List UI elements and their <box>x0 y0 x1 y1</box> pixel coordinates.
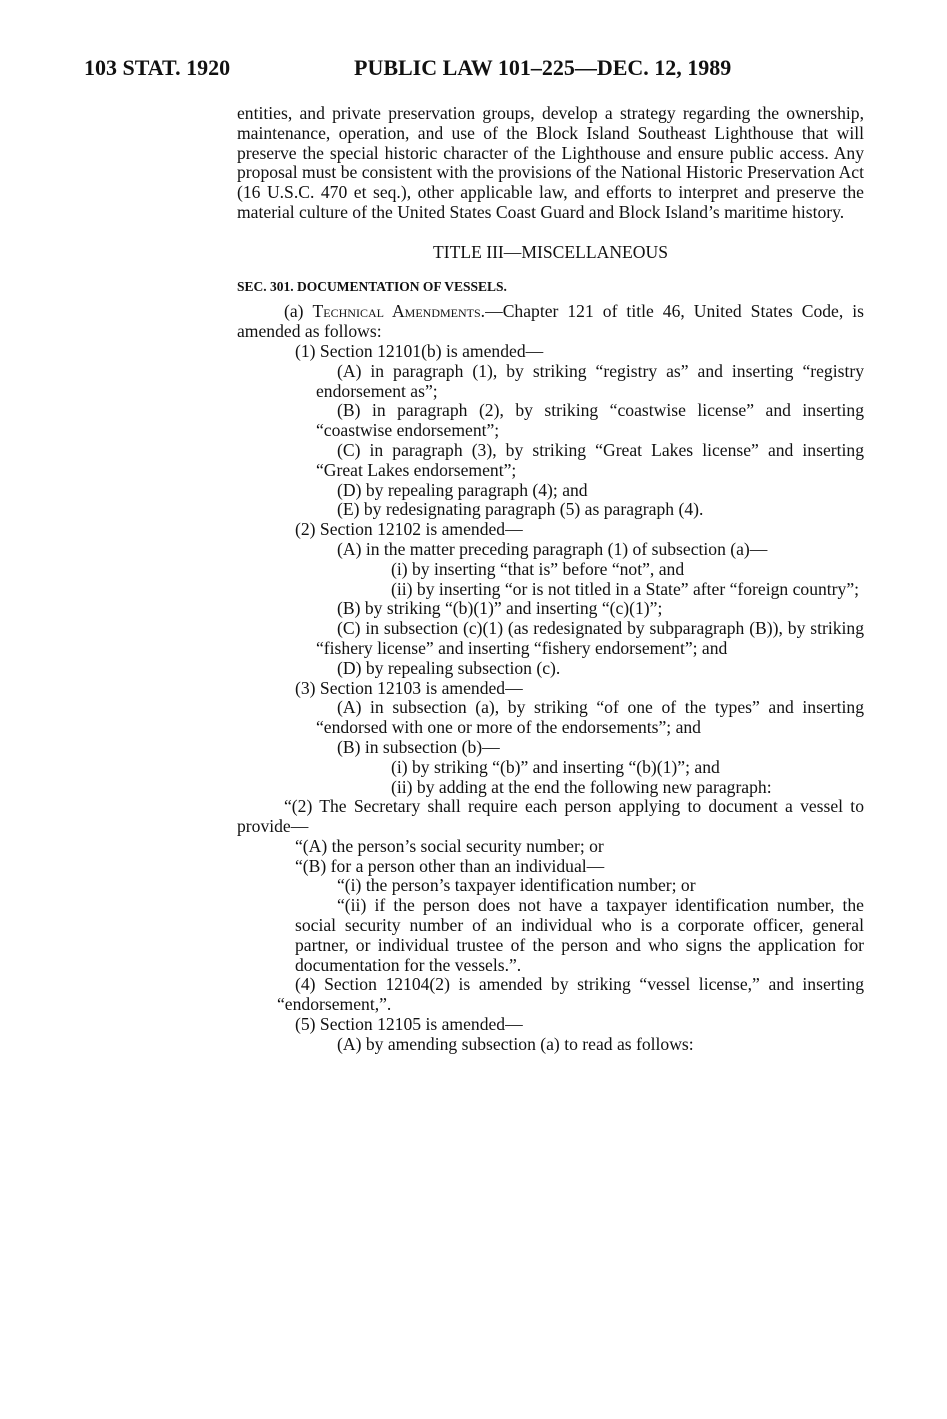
paragraph-1-B: (B) in paragraph (2), by striking “coastwise license” and inserting “coastwise endorsement”; <box>316 400 864 441</box>
paragraph-1-D: (D) by repealing paragraph (4); and <box>337 479 588 500</box>
paragraph-1-A: (A) in paragraph (1), by striking “registry as” and inserting “registry endorsement as”; <box>316 360 864 401</box>
subsection-caption: Technical Amendments. <box>312 301 486 322</box>
quoted-subparagraph-B: “(B) for a person other than an individual— <box>295 855 605 876</box>
section-heading: SEC. 301. DOCUMENTATION OF VESSELS. <box>237 278 507 294</box>
page-header <box>84 52 864 84</box>
paragraph-2-A-ii: (ii) by inserting “or is not titled in a State” after “foreign country”; <box>391 578 860 599</box>
paragraph-1-C: (C) in paragraph (3), by striking “Great Lakes license” and inserting “Great Lakes endorsement”; <box>316 439 864 480</box>
public-law-title: PUBLIC LAW 101–225—DEC. 12, 1989 <box>354 55 732 80</box>
paragraph-3-B-i: (i) by striking “(b)” and inserting “(b)(1)”; and <box>391 756 720 777</box>
paragraph-5: (5) Section 12105 is amended— <box>295 1014 523 1035</box>
subsection-label: (a) <box>284 301 313 322</box>
quoted-clause-i: “(i) the person’s taxpayer identification number; or <box>337 875 696 896</box>
quoted-subparagraph-A: “(A) the person’s social security number; or <box>295 835 604 856</box>
document-body <box>237 104 864 1055</box>
paragraph-2-D: (D) by repealing subsection (c). <box>337 657 561 678</box>
opening-paragraph: entities, and private preservation groups, develop a strategy regarding the ownership, maintenance, operation, and use of the Block Island Southeast Lighthouse that will preserve the special historic character of the Lighthouse and ensure public access. Any proposal must be consistent with the provisions of the National Historic Preservation Act (16 U.S.C. 470 et seq.), other applicable law, and efforts to interpret and preserve the material culture of the United States Coast Guard and Block Island’s maritime history. <box>237 103 864 222</box>
paragraph-2-B: (B) by striking “(b)(1)” and inserting “(c)(1)”; <box>337 598 663 619</box>
paragraph-3-B-ii: (ii) by adding at the end the following new paragraph: <box>391 776 772 797</box>
paragraph-3: (3) Section 12103 is amended— <box>295 677 523 698</box>
title-heading: TITLE III—MISCELLANEOUS <box>432 241 669 262</box>
subsection-a <box>237 302 864 342</box>
quoted-clause-ii: “(ii) if the person does not have a taxpayer identification number, the social security number of an individual who is a corporate officer, general partner, or individual trustee of the person and who signs the application for documentation for the vessels.”. <box>295 895 864 975</box>
paragraph-2-A: (A) in the matter preceding paragraph (1) of subsection (a)— <box>337 538 768 559</box>
paragraph-3-A: (A) in subsection (a), by striking “of one of the types” and inserting “endorsed with one or more of the endorsements”; and <box>316 697 864 738</box>
subsection-text: —Chapter 121 of title 46, United States Code, is amended as follows: <box>237 301 864 342</box>
paragraph-5-A: (A) by amending subsection (a) to read as follows: <box>337 1033 694 1054</box>
paragraph-3-B: (B) in subsection (b)— <box>337 736 500 757</box>
paragraph-1: (1) Section 12101(b) is amended— <box>295 340 544 361</box>
statute-page-number: 103 STAT. 1920 <box>84 55 231 80</box>
quoted-paragraph-2: “(2) The Secretary shall require each person applying to document a vessel to provide— <box>237 796 864 837</box>
paragraph-2-A-i: (i) by inserting “that is” before “not”, and <box>391 558 685 579</box>
paragraph-2: (2) Section 12102 is amended— <box>295 519 523 540</box>
paragraph-4: (4) Section 12104(2) is amended by striking “vessel license,” and inserting “endorsement,”. <box>277 974 864 1015</box>
paragraph-1-E: (E) by redesignating paragraph (5) as paragraph (4). <box>337 499 704 520</box>
paragraph-2-C: (C) in subsection (c)(1) (as redesignated by subparagraph (B)), by striking “fishery license” and inserting “fishery endorsement”; and <box>316 618 864 658</box>
